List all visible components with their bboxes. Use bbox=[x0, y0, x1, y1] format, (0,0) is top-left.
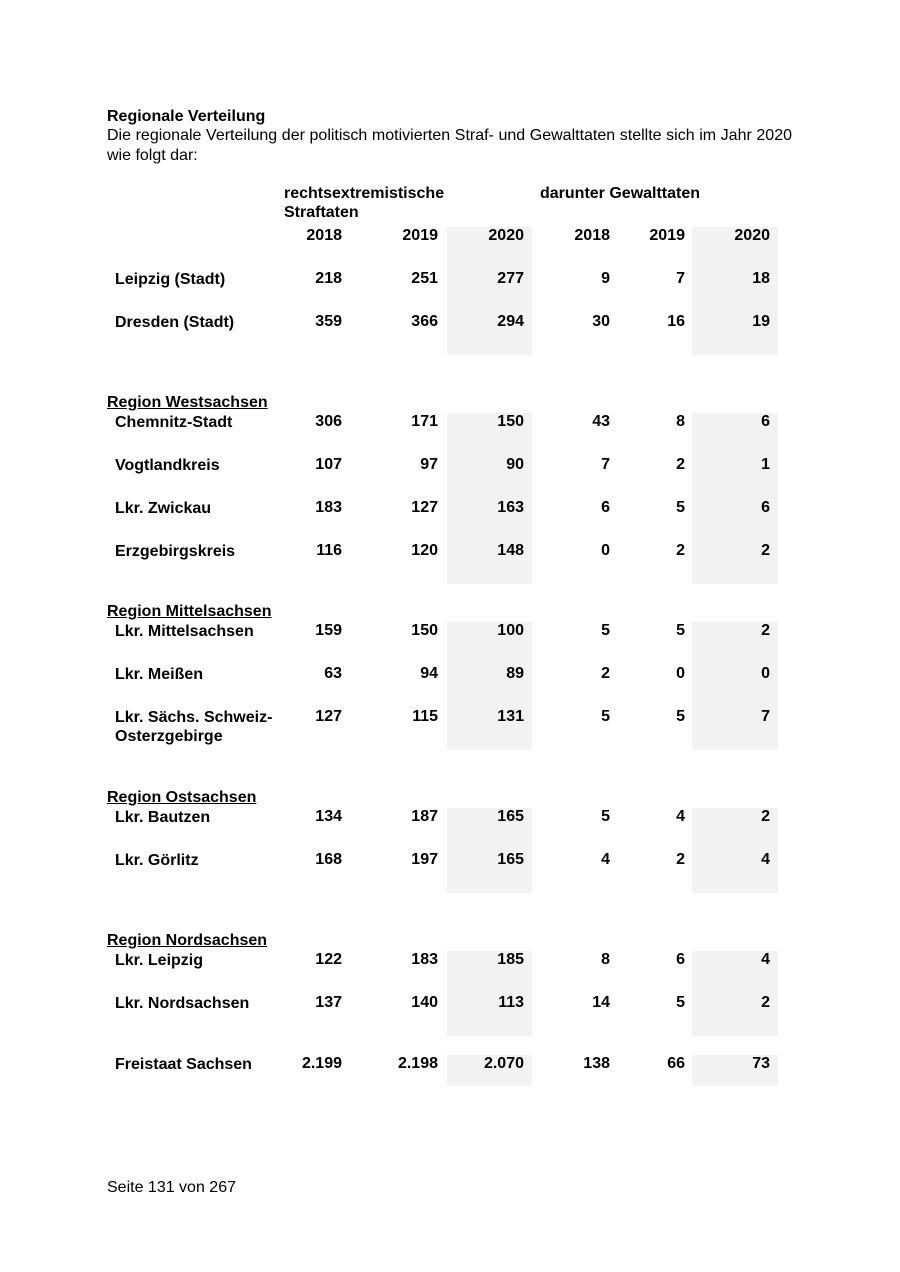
year-header: 2018 bbox=[306, 227, 342, 244]
table-cell: 150 bbox=[411, 622, 438, 639]
table-cell: 5 bbox=[601, 808, 610, 825]
table-cell: 120 bbox=[411, 542, 438, 559]
table-cell: 2.070 bbox=[483, 1055, 524, 1072]
table-cell: 165 bbox=[497, 851, 524, 868]
row-label: Lkr. Zwickau bbox=[115, 500, 212, 517]
row-label: Erzgebirgskreis bbox=[115, 543, 236, 560]
group-header-straftaten: rechtsextremistische Straftaten bbox=[284, 185, 445, 221]
table-cell: 5 bbox=[601, 622, 610, 639]
table-cell: 148 bbox=[497, 542, 524, 559]
year-header: 2019 bbox=[649, 227, 685, 244]
table-cell: 294 bbox=[497, 313, 524, 330]
table-cell: 137 bbox=[315, 994, 342, 1011]
table-cell: 113 bbox=[498, 994, 524, 1011]
table-cell: 100 bbox=[497, 622, 524, 639]
table-cell: 2 bbox=[761, 622, 770, 639]
row-label: Lkr. Sächs. Schweiz-Osterzgebirge bbox=[115, 709, 273, 745]
table-cell: 171 bbox=[411, 413, 438, 430]
table-cell: 89 bbox=[506, 665, 524, 682]
table-cell: 18 bbox=[752, 270, 770, 287]
region-heading: Region Mittelsachsen bbox=[107, 603, 272, 620]
table-cell: 185 bbox=[497, 951, 524, 968]
year-header: 2020 bbox=[734, 227, 770, 244]
table-cell: 7 bbox=[676, 270, 685, 287]
table-cell: 9 bbox=[601, 270, 610, 287]
table-cell: 16 bbox=[667, 313, 685, 330]
table-cell: 159 bbox=[315, 622, 342, 639]
table-cell: 306 bbox=[315, 413, 342, 430]
shaded-2020-column bbox=[447, 227, 532, 355]
table-cell: 165 bbox=[497, 808, 524, 825]
row-label: Lkr. Mittelsachsen bbox=[115, 623, 254, 640]
table-cell: 43 bbox=[592, 413, 610, 430]
table-cell: 183 bbox=[411, 951, 438, 968]
table-cell: 6 bbox=[676, 951, 685, 968]
table-cell: 66 bbox=[667, 1055, 685, 1072]
table-cell: 2.198 bbox=[397, 1055, 438, 1072]
table-cell: 115 bbox=[412, 708, 438, 725]
row-label: Lkr. Leipzig bbox=[115, 952, 204, 969]
table-cell: 5 bbox=[601, 708, 610, 725]
table-cell: 7 bbox=[761, 708, 770, 725]
row-label: Lkr. Meißen bbox=[115, 666, 204, 683]
table-cell: 63 bbox=[324, 665, 342, 682]
table-cell: 127 bbox=[315, 708, 342, 725]
table-cell: 8 bbox=[676, 413, 685, 430]
table-cell: 131 bbox=[497, 708, 524, 725]
row-label: Leipzig (Stadt) bbox=[115, 271, 226, 288]
table-cell: 2 bbox=[761, 808, 770, 825]
page-number: Seite 131 von 267 bbox=[107, 1179, 236, 1196]
table-cell: 134 bbox=[315, 808, 342, 825]
table-cell: 4 bbox=[761, 951, 770, 968]
table-cell: 183 bbox=[315, 499, 342, 516]
table-cell: 359 bbox=[315, 313, 342, 330]
table-cell: 1 bbox=[761, 456, 770, 473]
table-cell: 2 bbox=[676, 851, 685, 868]
row-label: Lkr. Bautzen bbox=[115, 809, 211, 826]
year-header: 2019 bbox=[402, 227, 438, 244]
table-cell: 277 bbox=[497, 270, 524, 287]
group-header-gewalttaten: darunter Gewalttaten bbox=[540, 185, 701, 202]
table-cell: 107 bbox=[315, 456, 342, 473]
table-cell: 5 bbox=[676, 499, 685, 516]
table-cell: 218 bbox=[315, 270, 342, 287]
shaded-2020-column bbox=[692, 622, 778, 750]
table-cell: 2 bbox=[761, 994, 770, 1011]
table-cell: 150 bbox=[497, 413, 524, 430]
table-cell: 7 bbox=[601, 456, 610, 473]
intro-paragraph: Die regionale Verteilung der politisch motivierten Straf- und Gewalttaten stellte sich im Jahr 2020 wie folgt dar: bbox=[107, 127, 792, 164]
shaded-2020-column bbox=[692, 227, 778, 355]
table-cell: 2 bbox=[676, 542, 685, 559]
table-cell: 2 bbox=[676, 456, 685, 473]
table-cell: 366 bbox=[411, 313, 438, 330]
year-header: 2018 bbox=[574, 227, 610, 244]
row-label: Dresden (Stadt) bbox=[115, 314, 235, 331]
table-cell: 116 bbox=[316, 542, 342, 559]
table-cell: 140 bbox=[411, 994, 438, 1011]
table-cell: 2 bbox=[601, 665, 610, 682]
region-heading: Region Westsachsen bbox=[107, 394, 268, 411]
row-label: Lkr. Görlitz bbox=[115, 852, 199, 869]
table-cell: 73 bbox=[752, 1055, 770, 1072]
shaded-2020-column bbox=[447, 622, 532, 750]
table-cell: 122 bbox=[315, 951, 342, 968]
table-cell: 90 bbox=[506, 456, 524, 473]
table-cell: 5 bbox=[676, 994, 685, 1011]
row-label: Vogtlandkreis bbox=[115, 457, 220, 474]
table-cell: 163 bbox=[497, 499, 524, 516]
table-cell: 187 bbox=[411, 808, 438, 825]
table-cell: 0 bbox=[601, 542, 610, 559]
table-cell: 0 bbox=[676, 665, 685, 682]
table-cell: 19 bbox=[752, 313, 770, 330]
year-header: 2020 bbox=[488, 227, 524, 244]
table-cell: 4 bbox=[601, 851, 610, 868]
table-cell: 2 bbox=[761, 542, 770, 559]
table-cell: 94 bbox=[420, 665, 438, 682]
table-cell: 30 bbox=[592, 313, 610, 330]
table-cell: 6 bbox=[601, 499, 610, 516]
table-cell: 0 bbox=[761, 665, 770, 682]
table-cell: 4 bbox=[676, 808, 685, 825]
table-cell: 5 bbox=[676, 708, 685, 725]
table-cell: 2.199 bbox=[301, 1055, 342, 1072]
table-cell: 14 bbox=[592, 994, 610, 1011]
row-label: Chemnitz-Stadt bbox=[115, 414, 233, 431]
table-cell: 197 bbox=[411, 851, 438, 868]
table-cell: 97 bbox=[420, 456, 438, 473]
row-label: Lkr. Nordsachsen bbox=[115, 995, 250, 1012]
table-cell: 6 bbox=[761, 499, 770, 516]
table-cell: 6 bbox=[761, 413, 770, 430]
section-heading: Regionale Verteilung bbox=[107, 108, 266, 125]
table-cell: 138 bbox=[583, 1055, 610, 1072]
table-cell: 127 bbox=[411, 499, 438, 516]
table-cell: 4 bbox=[761, 851, 770, 868]
table-cell: 168 bbox=[315, 851, 342, 868]
table-cell: 5 bbox=[676, 622, 685, 639]
row-label: Freistaat Sachsen bbox=[115, 1056, 252, 1073]
region-heading: Region Nordsachsen bbox=[107, 932, 268, 949]
table-cell: 8 bbox=[601, 951, 610, 968]
region-heading: Region Ostsachsen bbox=[107, 789, 257, 806]
table-cell: 251 bbox=[411, 270, 438, 287]
